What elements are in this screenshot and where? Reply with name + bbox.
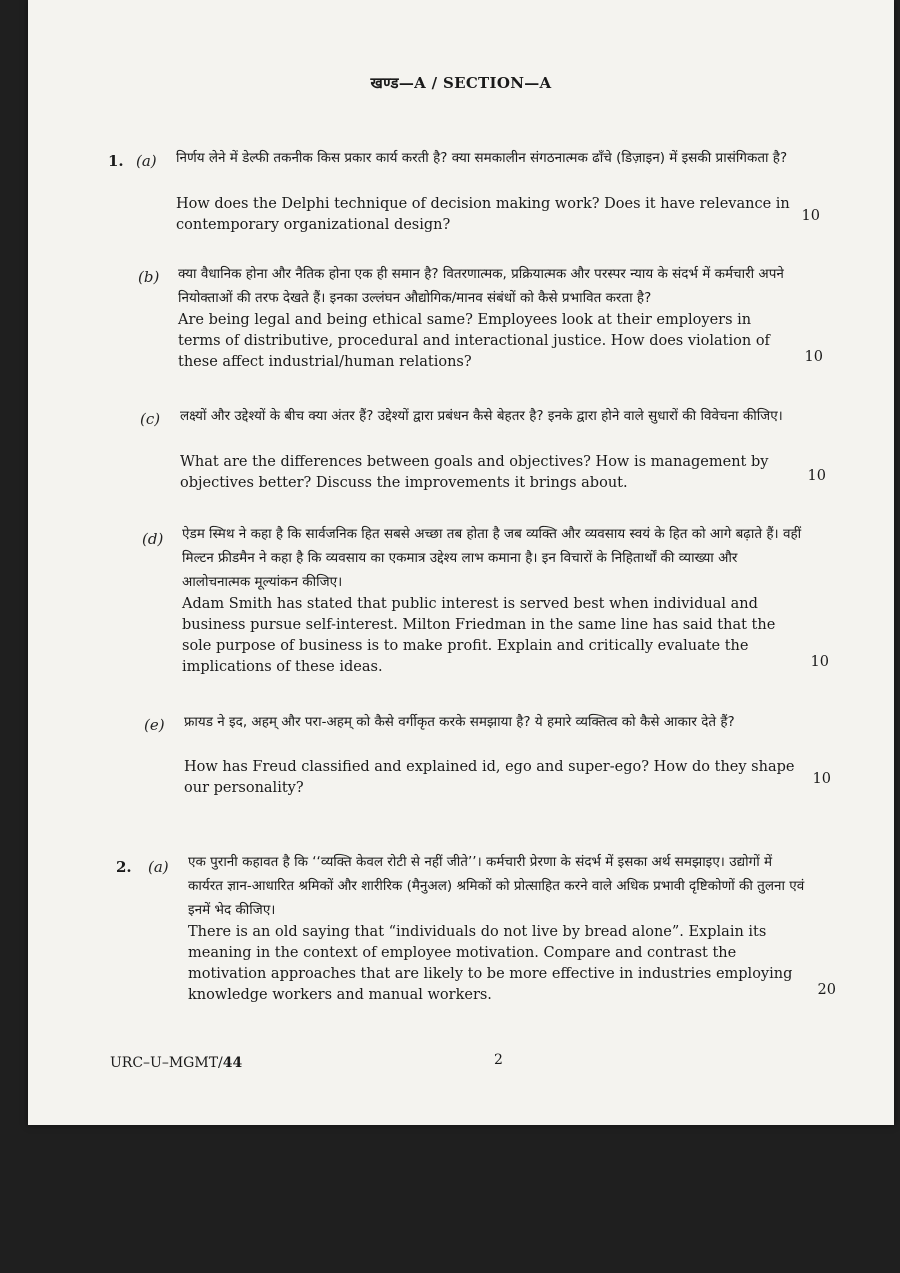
marks: 10 <box>801 208 820 224</box>
part-label: (c) <box>140 410 161 428</box>
question-text-hindi: निर्णय लेने में डेल्फी तकनीक किस प्रकार कार्य करती है? क्या समकालीन संगठनात्मक ढाँचे (डिज़ाइन) में इसकी प्रासंगिकता है? <box>176 150 788 166</box>
question-text-english: Adam Smith has stated that public interest is served best when individual and business pursue self-interest. Milton Friedman in the same line has said that the sole purpose of business is to make profit. Explain and critically evaluate the implications of these ideas. <box>182 596 776 675</box>
question-text-english: How has Freud classified and explained id, ego and super-ego? How do they shape our personality? <box>184 759 795 796</box>
part-label: (a) <box>148 858 169 876</box>
question-number: 2. <box>116 858 132 876</box>
question-text-hindi: क्या वैधानिक होना और नैतिक होना एक ही समान है? वितरणात्मक, प्रक्रियात्मक और परस्पर न्याय के संदर्भ में कर्मचारी अपने नियोक्ताओं की तरफ देखते हैं। इनका उल्लंघन औद्योगिक/मानव संबंधों को कैसे प्रभावित करता है? <box>178 266 784 306</box>
part-label: (b) <box>138 268 160 286</box>
paper-code-number: 44 <box>222 1055 243 1071</box>
question-text-english: How does the Delphi technique of decision making work? Does it have relevance in contemporary organizational design? <box>176 196 790 233</box>
question-text-hindi: फ्रायड ने इद, अहम् और परा-अहम् को कैसे वर्गीकृत करके समझाया है? ये हमारे व्यक्तित्व को कैसे आकार देते हैं? <box>184 714 735 730</box>
question-text-hindi: ऐडम स्मिथ ने कहा है कि सार्वजनिक हित सबसे अच्छा तब होता है जब व्यक्ति और व्यवसाय स्वयं के हित को आगे बढ़ाते हैं। वहीं मिल्टन फ्रीडमैन ने कहा है कि व्यवसाय का एकमात्र उद्देश्य लाभ कमाना है। इन विचारों के निहितार्थों की व्याख्या और आलोचनात्मक मूल्यांकन कीजिए। <box>182 526 802 590</box>
marks: 10 <box>807 468 826 484</box>
part-label: (d) <box>142 530 164 548</box>
question-text-english: What are the differences between goals and objectives? How is management by objectives better? Discuss the improvements it brings about. <box>180 454 769 491</box>
question-text-english: Are being legal and being ethical same? Employees look at their employers in terms of distributive, procedural and interactional justice. How does violation of these affect industrial/human relations? <box>178 312 770 370</box>
paper-code-prefix: URC–U–MGMT/ <box>110 1055 223 1071</box>
section-title-separator: / <box>431 74 438 92</box>
marks: 20 <box>817 982 836 998</box>
paper-code <box>110 1055 242 1071</box>
section-title-english: SECTION—A <box>442 74 552 92</box>
question-text-hindi: लक्ष्यों और उद्देश्यों के बीच क्या अंतर हैं? उद्देश्यों द्वारा प्रबंधन कैसे बेहतर है? इनके द्वारा होने वाले सुधारों की विवेचना कीजिए। <box>180 408 783 424</box>
section-title-hindi: खण्ड—A <box>370 74 427 92</box>
part-label: (e) <box>144 716 165 734</box>
marks: 10 <box>810 654 829 670</box>
marks: 10 <box>804 349 823 365</box>
section-title <box>28 73 894 93</box>
marks: 10 <box>812 771 831 787</box>
question-text-english: There is an old saying that “individuals do not live by bread alone”. Explain its meaning in the context of employee motivation. Compare and contrast the motivation approaches that are likely to be more effective in industries employing knowledge workers and manual workers. <box>188 924 793 1003</box>
question-text-hindi: एक पुरानी कहावत है कि ‘‘व्यक्ति केवल रोटी से नहीं जीते’’। कर्मचारी प्रेरणा के संदर्भ में इसका अर्थ समझाइए। उद्योगों में कार्यरत ज्ञान-आधारित श्रमिकों और शारीरिक (मैनुअल) श्रमिकों को प्रोत्साहित करने वाले अधिक प्रभावी दृष्टिकोणों की तुलना एवं इनमें भेद कीजिए। <box>188 854 805 918</box>
question-number: 1. <box>108 152 124 170</box>
exam-page <box>28 0 894 1125</box>
page-number: 2 <box>494 1052 503 1068</box>
part-label: (a) <box>136 152 157 170</box>
